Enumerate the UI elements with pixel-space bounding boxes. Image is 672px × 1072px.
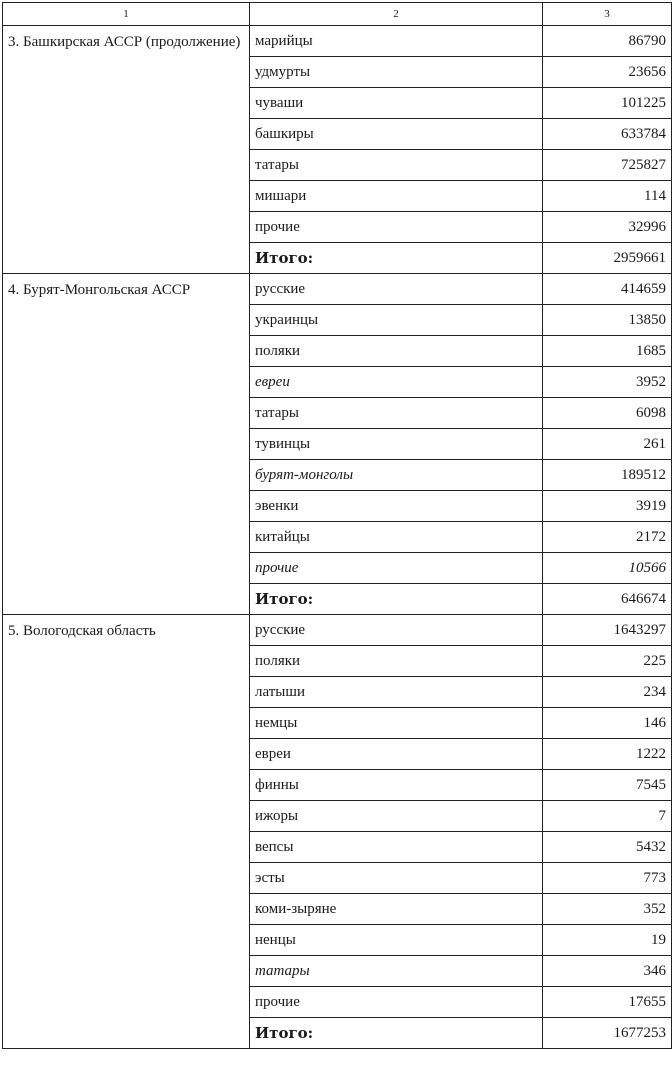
nationality-cell: прочие (250, 212, 543, 243)
population-cell: 352 (543, 894, 672, 925)
table-row (3, 615, 672, 646)
region-cell: 3. Башкирская АССР (продолжение) (3, 26, 250, 274)
population-cell: 13850 (543, 305, 672, 336)
population-cell: 101225 (543, 88, 672, 119)
population-cell: 1222 (543, 739, 672, 770)
nationality-cell: башкиры (250, 119, 543, 150)
column-number-2: 2 (250, 3, 543, 26)
region-cell: 5. Вологодская область (3, 615, 250, 1049)
nationality-cell: русские (250, 615, 543, 646)
population-cell: 346 (543, 956, 672, 987)
nationality-cell: ненцы (250, 925, 543, 956)
table-row (3, 274, 672, 305)
population-cell: 6098 (543, 398, 672, 429)
population-cell: 414659 (543, 274, 672, 305)
population-cell: 3919 (543, 491, 672, 522)
nationality-cell: коми-зыряне (250, 894, 543, 925)
population-cell: 23656 (543, 57, 672, 88)
nationality-cell: ижоры (250, 801, 543, 832)
population-cell: 3952 (543, 367, 672, 398)
nationality-cell: латыши (250, 677, 543, 708)
population-cell: 114 (543, 181, 672, 212)
nationality-cell: прочие (250, 987, 543, 1018)
population-cell: 725827 (543, 150, 672, 181)
nationality-cell: немцы (250, 708, 543, 739)
census-table-body (3, 3, 672, 1049)
nationality-cell: бурят-монголы (250, 460, 543, 491)
nationality-cell: евреи (250, 739, 543, 770)
nationality-cell: татары (250, 956, 543, 987)
population-cell: 17655 (543, 987, 672, 1018)
column-number-row (3, 3, 672, 26)
column-number-3: 3 (543, 3, 672, 26)
nationality-cell: вепсы (250, 832, 543, 863)
region-cell: 4. Бурят-Монгольская АССР (3, 274, 250, 615)
population-cell: 261 (543, 429, 672, 460)
population-cell: 1643297 (543, 615, 672, 646)
population-cell: 773 (543, 863, 672, 894)
total-value: 1677253 (543, 1018, 672, 1049)
population-cell: 189512 (543, 460, 672, 491)
population-cell: 146 (543, 708, 672, 739)
population-cell: 10566 (543, 553, 672, 584)
nationality-cell: татары (250, 150, 543, 181)
population-cell: 5432 (543, 832, 672, 863)
population-cell: 2172 (543, 522, 672, 553)
nationality-cell: тувинцы (250, 429, 543, 460)
nationality-cell: эвенки (250, 491, 543, 522)
population-cell: 32996 (543, 212, 672, 243)
nationality-cell: удмурты (250, 57, 543, 88)
nationality-cell: прочие (250, 553, 543, 584)
population-cell: 7545 (543, 770, 672, 801)
nationality-cell: финны (250, 770, 543, 801)
total-label: Итого: (250, 243, 543, 274)
column-number-1: 1 (3, 3, 250, 26)
nationality-cell: евреи (250, 367, 543, 398)
table-row (3, 26, 672, 57)
nationality-cell: чуваши (250, 88, 543, 119)
nationality-cell: русские (250, 274, 543, 305)
total-value: 646674 (543, 584, 672, 615)
population-cell: 234 (543, 677, 672, 708)
nationality-cell: татары (250, 398, 543, 429)
nationality-cell: марийцы (250, 26, 543, 57)
total-label: Итого: (250, 1018, 543, 1049)
nationality-cell: украинцы (250, 305, 543, 336)
population-cell: 633784 (543, 119, 672, 150)
nationality-cell: поляки (250, 336, 543, 367)
population-cell: 86790 (543, 26, 672, 57)
census-table (2, 2, 672, 1049)
nationality-cell: китайцы (250, 522, 543, 553)
total-value: 2959661 (543, 243, 672, 274)
nationality-cell: мишари (250, 181, 543, 212)
population-cell: 7 (543, 801, 672, 832)
total-label: Итого: (250, 584, 543, 615)
nationality-cell: эсты (250, 863, 543, 894)
population-cell: 19 (543, 925, 672, 956)
nationality-cell: поляки (250, 646, 543, 677)
population-cell: 225 (543, 646, 672, 677)
population-cell: 1685 (543, 336, 672, 367)
